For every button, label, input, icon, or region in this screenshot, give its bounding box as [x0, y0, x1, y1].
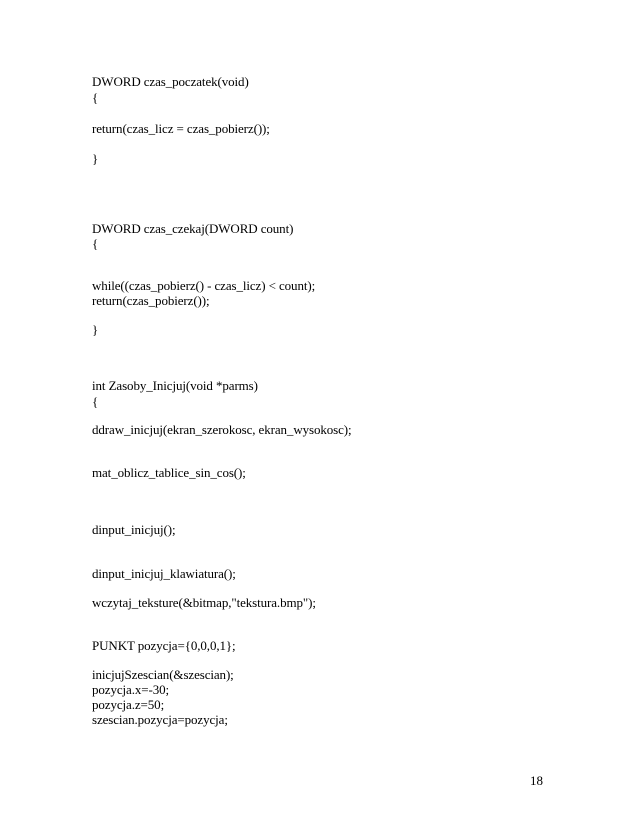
- code-line: }: [92, 151, 99, 166]
- code-line: {: [92, 90, 99, 105]
- code-line: PUNKT pozycja={0,0,0,1};: [92, 638, 236, 653]
- page-number: 18: [530, 773, 543, 788]
- code-line: pozycja.x=-30;: [92, 682, 170, 697]
- code-line: {: [92, 394, 99, 409]
- code-line: pozycja.z=50;: [92, 697, 165, 712]
- code-line: dinput_inicjuj_klawiatura();: [92, 566, 236, 581]
- code-line: dinput_inicjuj();: [92, 522, 176, 537]
- code-line: wczytaj_teksture(&bitmap,"tekstura.bmp");: [92, 595, 316, 610]
- code-line: while((czas_pobierz() - czas_licz) < count);: [92, 278, 316, 293]
- code-line: {: [92, 236, 99, 251]
- code-line: szescian.pozycja=pozycja;: [92, 712, 228, 727]
- code-line: DWORD czas_czekaj(DWORD count): [92, 221, 294, 236]
- code-line: mat_oblicz_tablice_sin_cos();: [92, 465, 246, 480]
- code-line: ddraw_inicjuj(ekran_szerokosc, ekran_wysokosc);: [92, 422, 352, 437]
- code-line: return(czas_licz = czas_pobierz());: [92, 121, 270, 136]
- code-line: DWORD czas_poczatek(void): [92, 74, 249, 89]
- code-line: }: [92, 322, 99, 337]
- code-line: inicjujSzescian(&szescian);: [92, 667, 234, 682]
- code-line: return(czas_pobierz());: [92, 293, 210, 308]
- code-line: int Zasoby_Inicjuj(void *parms): [92, 378, 258, 393]
